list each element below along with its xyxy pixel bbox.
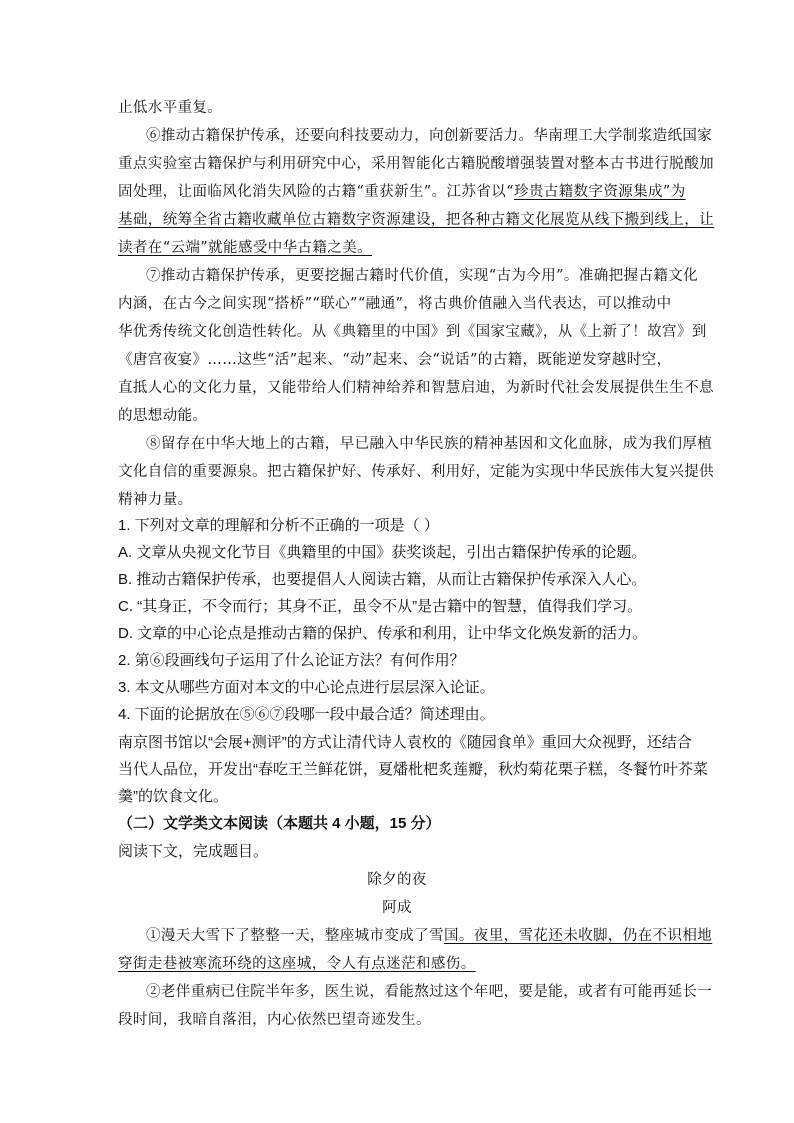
underlined-text: 珍贵古籍数字资源集成”为 <box>513 184 686 200</box>
underlined-text: 穿街走巷被寒流环绕的这座城，令人有点迷茫和感伤。 <box>118 956 476 972</box>
text-line: ②老伴重病已住院半年多，医生说，看能熬过这个年吧，要是能，或者有可能再延长一 <box>146 984 713 1000</box>
text-line: 当代人品位，开发出“春吃王兰鲜花饼，夏燔枇杷炙莲瓣，秋灼菊花栗子糕，冬餐竹叶芥菜 <box>118 761 708 778</box>
text-line: 华优秀传统文化创造性转化。从《典籍里的中国》到《国家宝藏》，从《上新了！故宫》到 <box>118 324 707 340</box>
text-line: 3. 本文从哪些方面对本文的中心论点进行层层深入论证。 <box>118 679 495 696</box>
text-line: 阅读下文，完成题目。 <box>118 843 269 860</box>
text-line <box>118 208 714 229</box>
text-line: ⑥推动古籍保护传承，还要向科技要动力，向创新要活力。华南理工大学制浆造纸国家 <box>146 128 713 144</box>
text-line <box>118 236 372 257</box>
text-line: 直抵人心的文化力量，又能带给人们精神给养和智慧启迪，为新时代社会发展提供生生不息 <box>118 380 714 396</box>
text-line: C. “其身正，不令而行；其身不正，虽令不从”是古籍中的智慧，值得我们学习。 <box>118 598 643 615</box>
text-line <box>118 952 476 973</box>
text-line: ⑧留存在中华大地上的古籍，早已融入中华民族的精神基因和文化血脉，成为我们厚植 <box>146 436 713 452</box>
text-line: 2. 第⑥段画线句子运用了什么论证方法？有何作用？ <box>118 652 465 669</box>
text-line: D. 文章的中心论点是推动古籍的保护、传承和利用，让中华文化焕发新的活力。 <box>118 625 648 642</box>
plain-text: 固处理，让面临风化消失风险的古籍“重获新生”。江苏省以“ <box>118 184 514 200</box>
text-line: 文化自信的重要源泉。把古籍保护好、传承好、利用好，定能为实现中华民族伟大复兴提供 <box>118 464 714 480</box>
text-line: B. 推动古籍保护传承，也要提倡人人阅读古籍，从而让古籍保护传承深入人心。 <box>118 571 647 588</box>
text-line: 段时间，我暗自落泪，内心依然巴望奇迹发生。 <box>118 1012 431 1028</box>
text-line: （二）文学类文本阅读（本题共 4 小题，15 分） <box>118 815 441 832</box>
text-line: 的思想动能。 <box>118 408 208 424</box>
text-line: 除夕的夜 <box>367 872 427 888</box>
text-line: ⑦推动古籍保护传承，更要挖掘古籍时代价值，实现“古为今用”。准确把握古籍文化 <box>146 268 699 284</box>
text-line <box>118 180 686 201</box>
text-line: 阿成 <box>382 900 412 916</box>
underlined-text: 国。夜里，雪花还未收脚，仍在不识相地 <box>444 928 713 944</box>
text-line <box>146 924 712 945</box>
text-line: 止低水平重复。 <box>118 100 223 116</box>
underlined-text: 读者在“云端”就能感受中华古籍之美。 <box>118 240 373 256</box>
text-line: 4. 下面的论据放在⑤⑥⑦段哪一段中最合适？简述理由。 <box>118 706 495 723</box>
text-line: 南京图书馆以“会展+测评”的方式让清代诗人袁枚的《随园食单》重回大众视野，还结合 <box>118 734 692 751</box>
underlined-text: 基础，统筹全省古籍收藏单位古籍数字资源建设，把各种古籍文化展览从线下搬到线上，让 <box>118 212 714 228</box>
text-line: 羹”的饮食文化。 <box>118 788 228 805</box>
plain-text: ①漫天大雪下了整整一天，整座城市变成了雪 <box>146 928 444 944</box>
text-line: 重点实验室古籍保护与利用研究中心，采用智能化古籍脱酸增强装置对整本古书进行脱酸加 <box>118 156 714 172</box>
text-line: 1. 下列对文章的理解和分析不正确的一项是（ ） <box>118 517 439 534</box>
text-line: 精神力量。 <box>118 492 193 508</box>
text-line: A. 文章从央视文化节目《典籍里的中国》获奖谈起，引出古籍保护传承的论题。 <box>118 544 647 561</box>
text-line: 《唐宫夜宴》……这些“活”起来、“动”起来、会“说话”的古籍，既能逆发穿越时空， <box>118 352 672 368</box>
text-line: 内涵，在古今之间实现“搭桥”“联心”“融通”，将古典价值融入当代表达，可以推动中 <box>118 296 672 312</box>
